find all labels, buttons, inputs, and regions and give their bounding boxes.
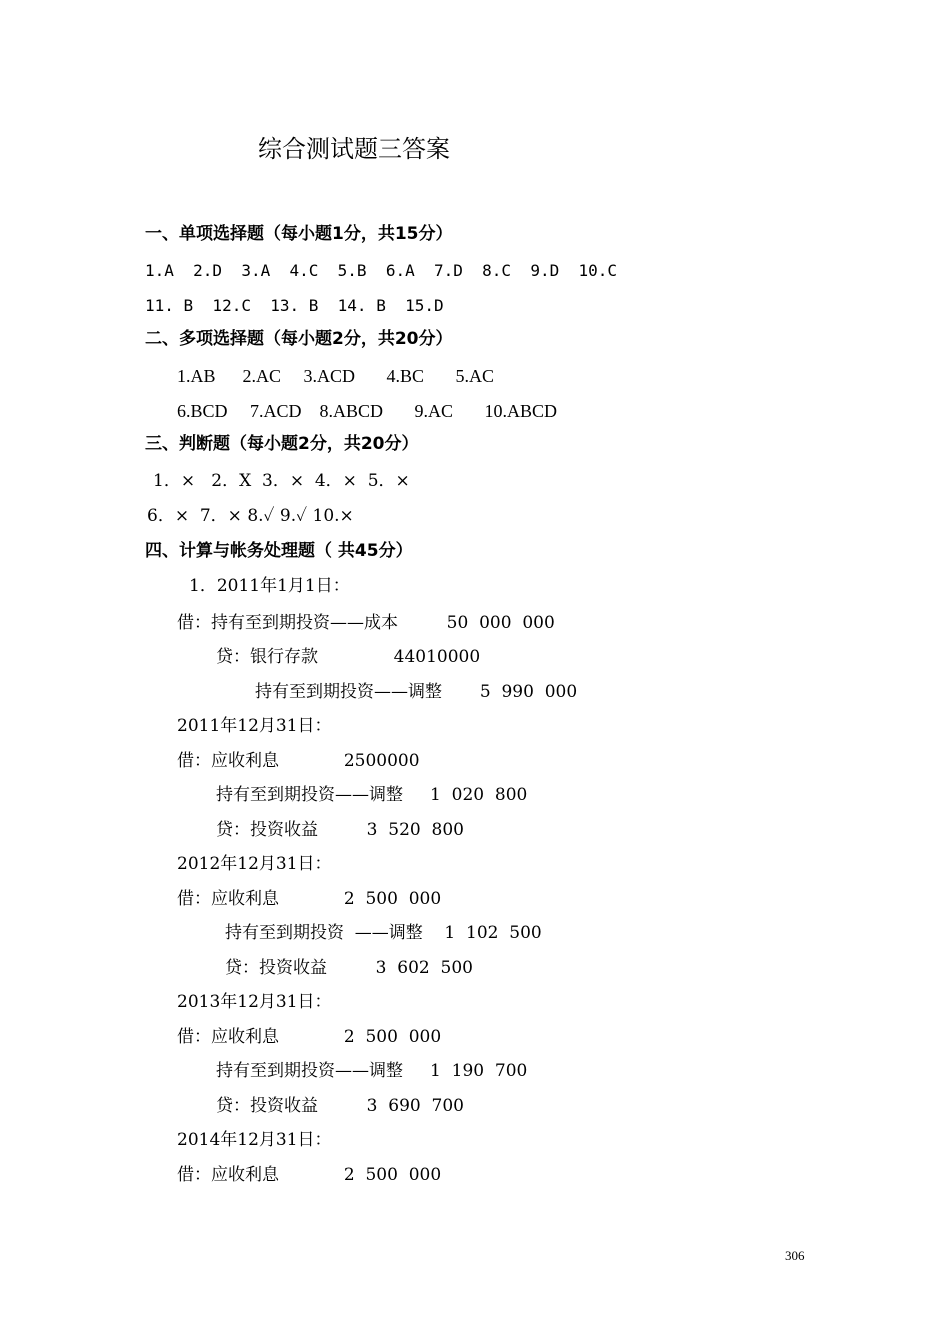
entry-line: 贷：投资收益 3 520 800 (216, 820, 464, 840)
answer-line: 6．× 7．× 8.✓ 9.✓ 10.× (147, 506, 354, 526)
entry-line: 借：持有至到期投资——成本 50 000 000 (177, 613, 555, 633)
entry-line: 2012年12月31日： (177, 854, 332, 874)
section-heading-multiple-choice: 二、多项选择题（每小题2分，共20分） (145, 329, 453, 349)
entry-line: 持有至到期投资——调整 1 190 700 (216, 1061, 528, 1081)
entry-line: 2014年12月31日： (177, 1130, 332, 1150)
answer-line: 1．× 2．X 3．× 4．× 5．× (153, 471, 410, 491)
entry-line: 持有至到期投资——调整 5 990 000 (255, 682, 578, 702)
answer-line: 6.BCD 7.ACD 8.ABCD 9.AC 10.ABCD (177, 401, 558, 421)
entry-line: 2013年12月31日： (177, 992, 332, 1012)
entry-line: 贷：投资收益 3 602 500 (225, 958, 473, 978)
entry-line: 1．2011年1月1日： (189, 576, 350, 596)
entry-line: 2011年12月31日： (177, 716, 332, 736)
entry-line: 借：应收利息 2 500 000 (177, 889, 442, 909)
entry-line: 持有至到期投资 ——调整 1 102 500 (225, 923, 542, 943)
section-heading-single-choice: 一、单项选择题（每小题1分，共15分） (145, 224, 453, 244)
entry-line: 借：应收利息 2 500 000 (177, 1027, 442, 1047)
entry-line: 贷：银行存款 44010000 (216, 647, 481, 667)
entry-line: 贷：投资收益 3 690 700 (216, 1096, 464, 1116)
entry-line: 借：应收利息 2 500 000 (177, 1165, 442, 1185)
section-heading-calculation: 四、计算与帐务处理题（ 共45分） (145, 541, 413, 561)
page-number: 306 (785, 1248, 805, 1263)
answer-line: 11. B 12.C 13. B 14. B 15.D (145, 296, 444, 315)
answer-line: 1.A 2.D 3.A 4.C 5.B 6.A 7.D 8.C 9.D 10.C (145, 261, 618, 280)
section-heading-true-false: 三、判断题（每小题2分，共20分） (145, 434, 419, 454)
entry-line: 借：应收利息 2500000 (177, 751, 420, 771)
page-title: 综合测试题三答案 (258, 135, 450, 163)
answer-line: 1.AB 2.AC 3.ACD 4.BC 5.AC (177, 366, 495, 386)
entry-line: 持有至到期投资——调整 1 020 800 (216, 785, 528, 805)
